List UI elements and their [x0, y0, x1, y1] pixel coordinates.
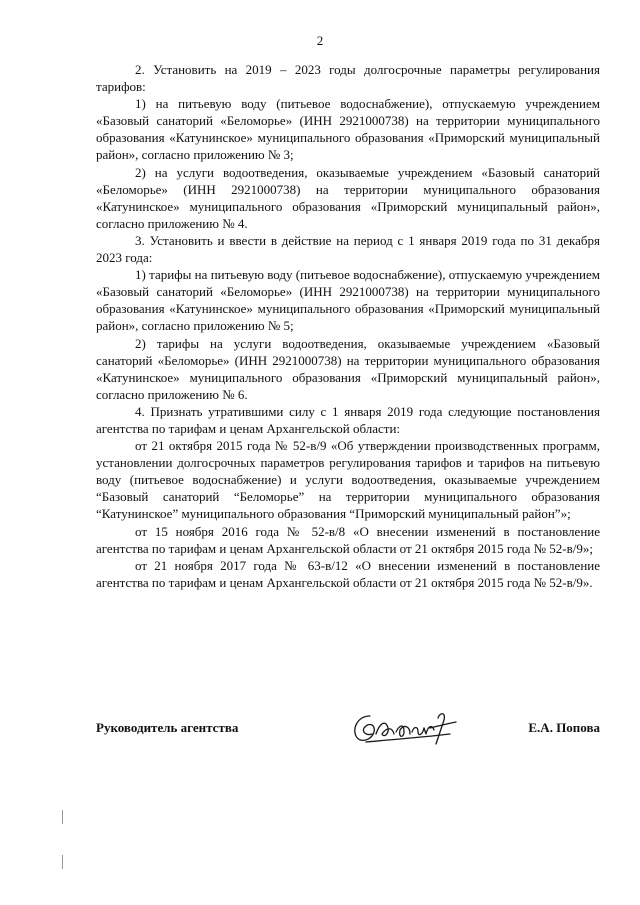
scan-artifact-line	[62, 855, 63, 869]
repealed-act-3: от 21 ноября 2017 года № 63-в/12 «О внесении изменений в постановление агентства по тарифам и ценам Архангельской области от 21 октября 2015 года № 52-в/9».	[96, 557, 600, 590]
paragraph-item-2: 2. Установить на 2019 – 2023 годы долгосрочные параметры регулирования тарифов:	[96, 62, 600, 95]
signatory-name: Е.А. Попова	[528, 720, 600, 735]
document-body	[96, 61, 600, 591]
signature-block	[96, 712, 600, 752]
paragraph-subitem-2-2: 2) на услуги водоотведения, оказываемые учреждением «Базовый санаторий «Беломорье» (ИНН 2921000738) на территории муниципального образования «Катунинское» муниципального образования «Приморский муниципальный район», согласно приложению № 4.	[96, 164, 600, 231]
paragraph-item-4: 4. Признать утратившими силу с 1 января 2019 года следующие постановления агентства по тарифам и ценам Архангельской области:	[96, 403, 600, 436]
paragraph-item-3: 3. Установить и ввести в действие на период с 1 января 2019 года по 31 декабря 2023 года:	[96, 232, 600, 266]
paragraph-subitem-3-2: 2) тарифы на услуги водоотведения, оказываемые учреждением «Базовый санаторий «Беломорье» (ИНН 2921000738) на территории муниципального образования «Катунинское» муниципального образования «Приморский муниципальный район», согласно приложению № 6.	[96, 335, 600, 402]
paragraph-subitem-3-1: 1) тарифы на питьевую воду (питьевое водоснабжение), отпускаемую учреждением «Базовый санаторий «Беломорье» (ИНН 2921000738) на территории муниципального образования «Катунинское» муниципального образования «Приморский муниципальный район», согласно приложению № 5;	[96, 267, 600, 334]
scan-artifact-line	[62, 810, 63, 824]
signatory-title: Руководитель агентства	[96, 720, 239, 735]
page-number: 2	[316, 33, 324, 48]
repealed-act-1: от 21 октября 2015 года № 52-в/9 «Об утверждении производственных программ, установлении долгосрочных параметров регулирования тарифов и тарифов на питьевую воду (питьевое водоснабжение) и услуги водоотведения, оказываемые учреждением “Базовый санаторий “Беломорье” на территории муниципального образования “Катунинское” муниципального образования “Приморский муниципальный район”»;	[96, 438, 600, 522]
paragraph-subitem-2-1: 1) на питьевую воду (питьевое водоснабжение), отпускаемую учреждением «Базовый санаторий «Беломорье» (ИНН 2921000738) на территории муниципального образования «Катунинское» муниципального образования «Приморский муниципальный район», согласно приложению № 3;	[96, 96, 600, 163]
repealed-act-2: от 15 ноября 2016 года № 52-в/8 «О внесении изменений в постановление агентства по тарифам и ценам Архангельской области от 21 октября 2015 года № 52-в/9»;	[96, 523, 600, 556]
handwritten-signature	[346, 704, 466, 748]
